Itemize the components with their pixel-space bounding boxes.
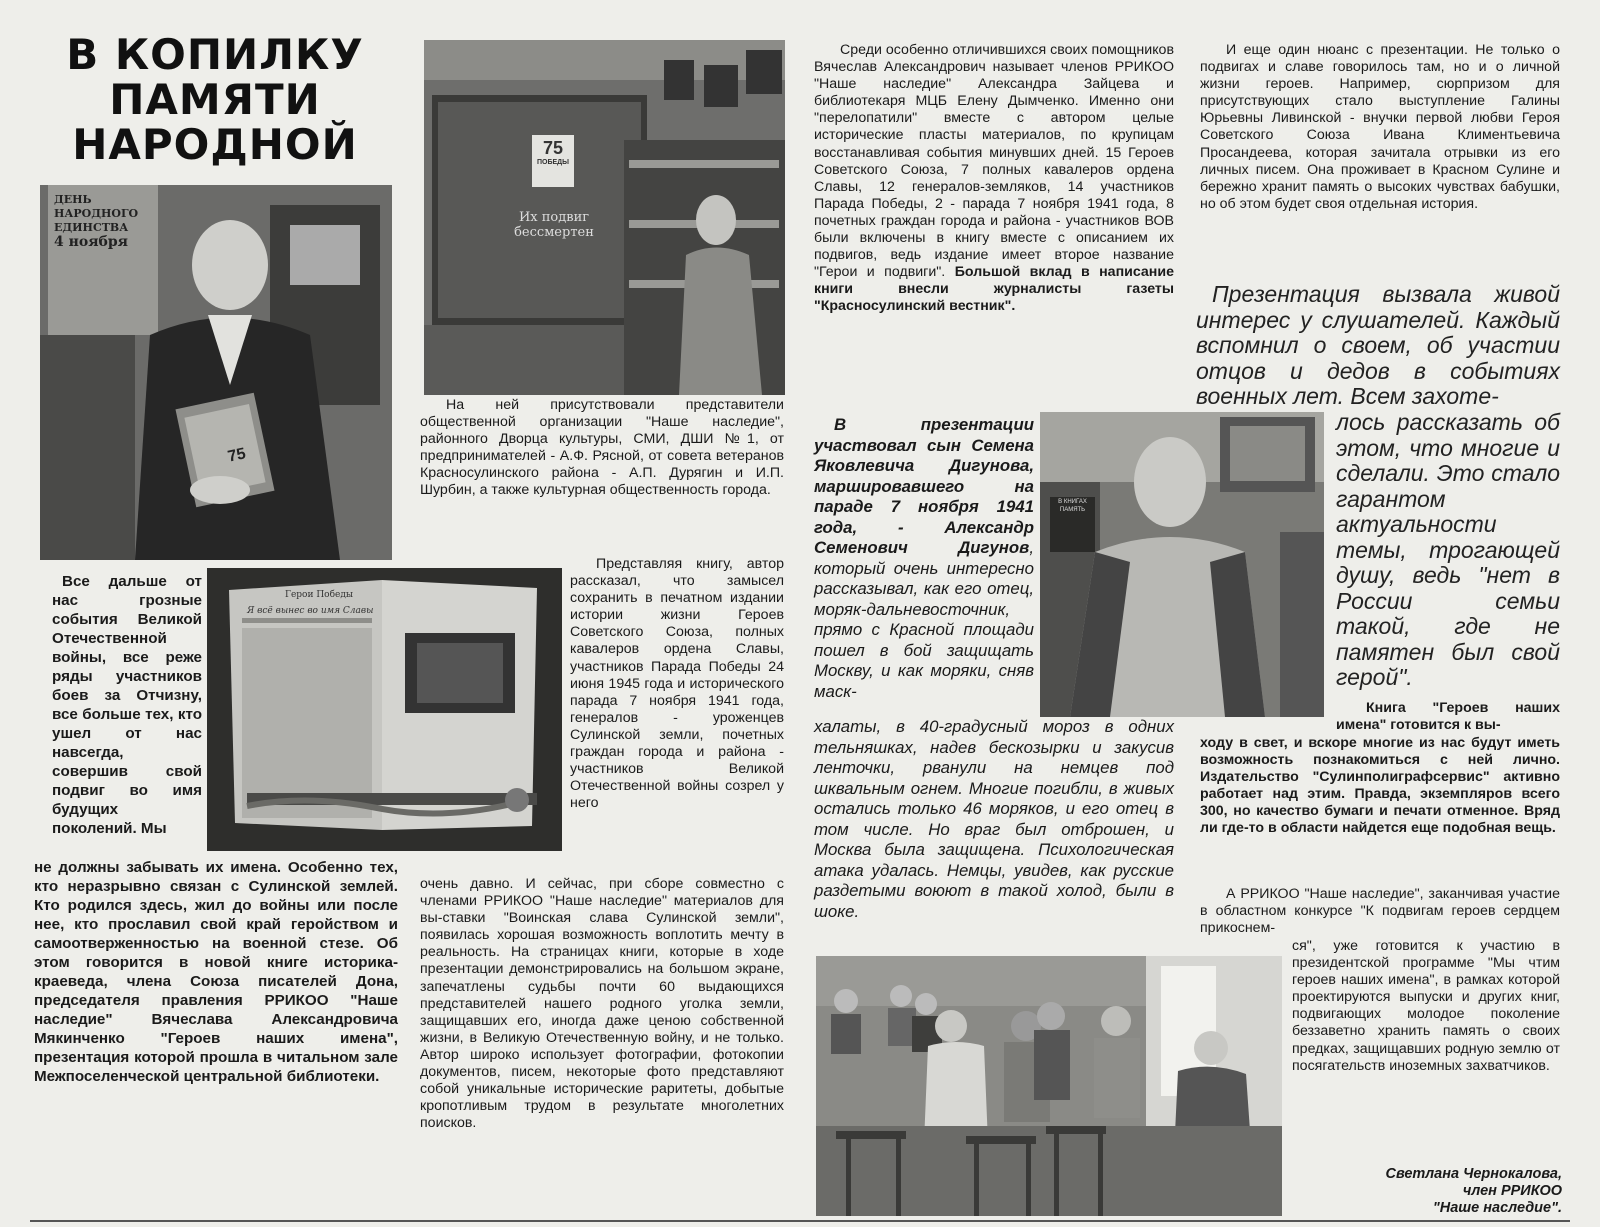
photo-audience-drawing [816,956,1282,1216]
col3-italic-text-bottom: халаты, в 40-градусный мороз в одних тельняшках, надев бескозырки и закусив ленточки, рванули на немцев под шквальным огнем. Многие погибли, в живых остались только 46 моряков, и его отец в том числе. Но враг был отброшен, и Москва была защищена. Психологическая атака удалась. Немцы, увидев, как русские раздетыми воюют в такой холод, были в шоке. [814,717,1174,921]
book-page-header: Герои Победы [285,590,354,600]
col4-bold-text-bottom: ходу в свет, и вскоре многие из нас будут иметь возможность познакомиться с ней лично. Издательство "Сулинполиграфсервис" активно работает над этим. Правда, экземпляров всего 300, но качество бумаги и печати отменное. Вряд ли где-то в области найдется еще подобная вещь. [1200,735,1560,837]
col4-bold-top [1336,700,1560,736]
col4-end-bottom [1292,938,1560,1158]
photo-audience [816,956,1282,1216]
col3-italic-bottom [814,717,1174,947]
col3-top-bold-text: Большой вклад в написание книги внесли журналисты газеты "Красносулинский вестник". [814,264,1174,315]
col2-mid [570,556,784,876]
poster-line-2: НАРОДНОГО [54,207,139,220]
poster-text [54,193,154,249]
stand-label: В КНИГАХ ПАМЯТЬ [1058,499,1087,513]
col2-top-text: На ней присутствовали представители общественной организации "Наше наследие", районного Дворца культуры, СМИ, ДШИ №1, от предпринимателей - А.Ф. Рясной, от совета ветеранов Красносулинского района - А.П. Дурягин и И.П. Шурбин, а также культурная общественность города. [420,397,784,499]
headline-line-3: НАРОДНОЙ [72,120,358,169]
headline-line-1: В КОПИЛКУ [66,30,364,79]
headline [40,32,390,172]
book-page-subtitle: Я всё вынес во имя Славы [247,606,374,616]
col4-top [1200,42,1560,267]
signature-role: член РРИКОО [1462,1183,1562,1199]
screen-badge [534,138,572,167]
quote-bottom [1336,409,1560,690]
col3-italic-text-top: В презентации участвовал сын Семена Яковлевича Дигунова, маршировавшего на параде 7 ноября 1941 года, - Александр Семенович Дигунов, который очень интересно рассказывал, как его отец, моряк-дальневосточник, прямо с Красной площади пошел в бой защищать Москву, и как моряки, сняв маск- [814,415,1034,701]
col2-top [420,397,784,557]
screen-caption-1: Их подвиг [518,210,590,225]
col4-bold-bottom [1200,735,1560,885]
poster-line-3: ЕДИНСТВА [54,221,129,234]
col4-end [1200,886,1560,938]
col2-mid-text: Представляя книгу, автор рассказал, что замысел сохранить в печатном издании истории жизни Героев Советского Союза, полных кавалеров ордена Славы, участников Парада Победы 24 июня 1945 года и исторического парада 7 ноября 1941 года, генералов - уроженцев Сулинской земли, почетных граждан города и района - участников Великой Отечественной войны созрел у него [570,556,784,812]
photo-book-spread [207,568,562,851]
col3-top [814,42,1174,402]
signature-org: "Наше наследие". [1432,1200,1562,1216]
col2-bottom [420,876,784,1216]
lead-paragraph-bottom [34,858,398,1198]
photo-speaker [1040,412,1324,717]
col3-top-text: Среди особенно отличившихся своих помощников Вячеслав Александрович называет членов РРИКОО "Наше наследие" Александра Зайцева и библиотекаря МЦБ Елену Дымченко. Именно они "перелопатили" вместе с автором целые исторические пласты материалов, по крупицам восстанавливая события минувших дней. 15 Героев Советского Союза, 7 полных кавалеров ордена Славы, 12 генералов-земляков, 14 участников Парада Победы, 2 - парада 7 ноября 1941 года, 8 почетных граждан города и района - участников ВОВ были включены в книгу вместе с описанием их подвигов, ведь издание имеет второе название "Герои и подвиги". [814,42,1174,281]
bottom-rule [30,1220,1570,1222]
col4-end-text-bottom: ся", уже готовится к участию в президентской программе "Мы чтим героев наших имена", в рамках которой проектируются выпуски и других книг, подвигающих молодое поколение беззаветно хранить память о своих предках, защищавших родную землю от посягательств иноземных захватчиков. [1292,938,1560,1074]
col4-bold-text-top: Книга "Героев наших имена" готовится к вы- [1336,700,1560,734]
headline-line-2: ПАМЯТИ [109,75,321,124]
poster-line-4: 4 ноября [54,234,129,250]
screen-badge-sub: ПОБЕДЫ [536,159,570,166]
signature-author: Светлана Чернокалова, [1385,1166,1562,1182]
book-badge: 75 [226,445,248,466]
screen-caption [494,210,614,240]
quote-top [1196,282,1560,412]
col4-end-text-top: А РРИКОО "Наше наследие", заканчивая участие в областном конкурсе "К подвигам героев сердцем прикоснем- [1200,886,1560,937]
col3-italic-top [814,415,1034,715]
photo-speaker-drawing [1040,412,1324,717]
screen-badge-number: 75 [542,138,564,158]
col4-top-text: И еще один нюанс с презентации. Не только о подвигах и славе говорилось там, но и о личной жизни героев. Например, сюрпризом для присутствующих стало выступление Галины Юрьевны Ливинской - внучки первой любви Героя Советского Союза Ивана Климентьевича Просандеева, которая зачитала отрывки из его личных писем. Она проживает в Красном Сулине и бережно хранит память о высоких чувствах бабушки, но об этом будет своя отдельная история. [1200,42,1560,212]
signature [1300,1166,1562,1222]
photo-presentation [424,40,785,395]
lead-paragraph-top [52,572,202,858]
lead-text-part1: Все дальше от нас грозные события Великой Отечественной войны, все реже ряды участников боев за Отчизну, все больше тех, кто ушел от нас навсегда, совершив свой подвиг во имя будущих поколений. Мы [52,573,202,837]
quote-text-top: Презентация вызвала живой интерес у слушателей. Каждый вспомнил о своем, об участии отцов и дедов в событиях военных лет. Всем захоте- [1196,281,1560,409]
col3-top-paragraph [814,42,1174,316]
photo-man-with-book [40,185,392,560]
lead-text-part2: не должны забывать их имена. Особенно тех, кто неразрывно связан с Сулинской землей. Кто родился здесь, жил до войны или после нее, кто прославил свой край геройством и самоотверженностью на военной стезе. Об этом говорится в новой книге историка-краеведа, члена Союза писателей Дона, председателя правления РРИКОО "Наше наследие" Вячеслава Александровича Мякинченко "Героев наших имена", презентация которой прошла в читальном зале Межпоселенческой центральной библиотеки. [34,859,398,1085]
screen-caption-2: бессмертен [514,225,594,240]
poster-line-1: ДЕНЬ [54,193,92,206]
quote-text-bottom: лось рассказать об этом, что многие и сделали. Это стало гарантом актуальности темы, трогающей душу, ведь "нет в России семьи такой, где не памятен был свой герой". [1336,409,1560,690]
col2-bottom-text: очень давно. И сейчас, при сборе совместно с членами РРИКОО "Наше наследие" материалов для вы-ставки "Воинская слава Сулинской земли", появилась хорошая возможность воплотить мечту в реальность. На страницах книги, которые в ходе презентации демонстрировались на большом экране, запечатлены судьбы почти 60 выдающихся представителей нашего родного уголка земли, защищавших его, иногда даже ценою собственной жизни, в Великую Отечественную войну, и не только. Автор широко использует фотографии, фотокопии документов, писем, некоторые фото представляют собой уникальные исторические раритеты, добытые кропотливым трудом в результате многолетних поисков. [420,876,784,1132]
